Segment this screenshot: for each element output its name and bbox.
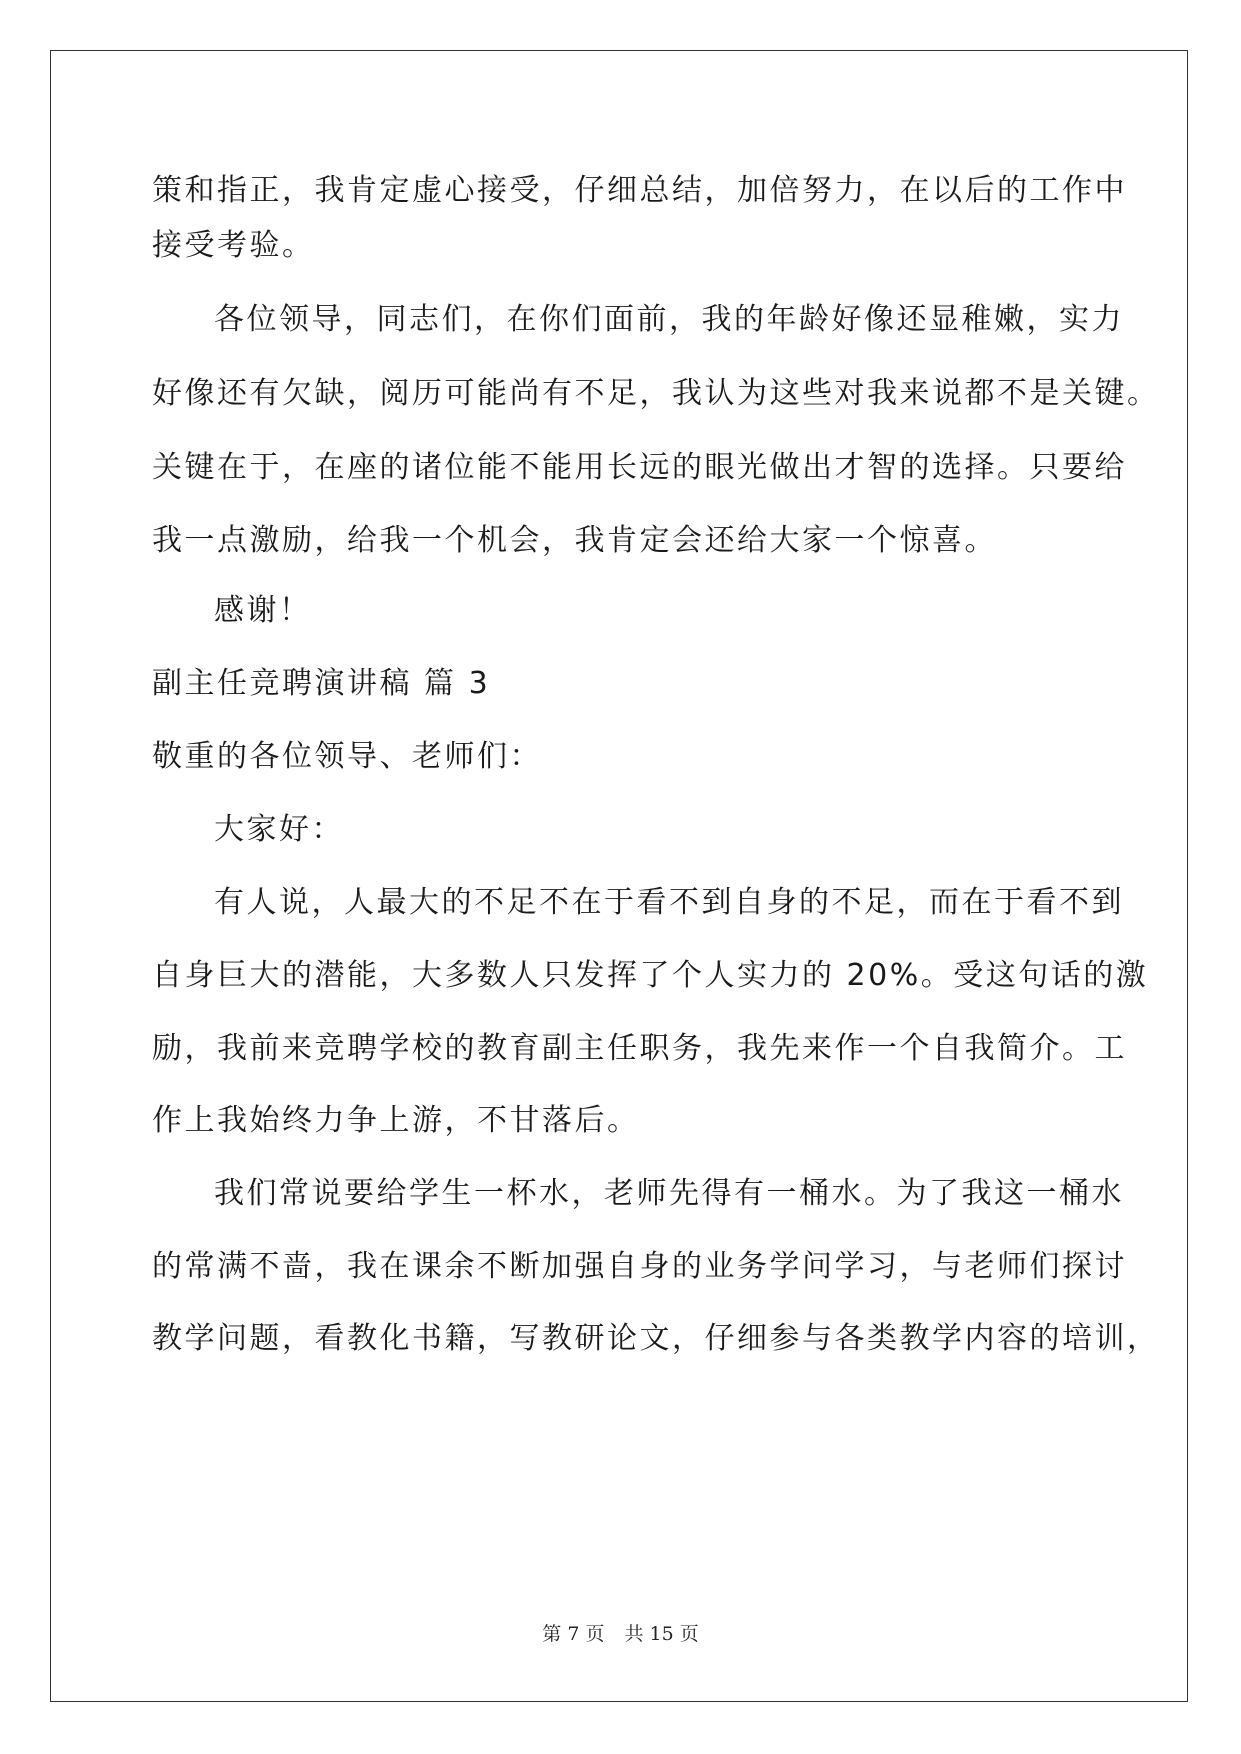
body-text-line: 好像还有欠缺，阅历可能尚有不足，我认为这些对我来说都不是关键。 (152, 376, 1160, 411)
greeting-line: 大家好： (214, 812, 344, 847)
body-text-line: 教学问题，看教化书籍，写教研论文，仔细参与各类教学内容的培训， (152, 1321, 1160, 1356)
body-text-line: 关键在于，在座的诸位能不能用长远的眼光做出才智的选择。只要给 (152, 450, 1127, 485)
body-text-line: 的常满不啬，我在课余不断加强自身的业务学问学习，与老师们探讨 (152, 1249, 1127, 1284)
page-total: 共 15 页 (624, 1623, 699, 1645)
page-number: 第 7 页 (542, 1623, 605, 1645)
section-heading: 副主任竞聘演讲稿 篇 3 (152, 666, 491, 701)
body-text-line: 策和指正，我肯定虚心接受，仔细总结，加倍努力，在以后的工作中 (152, 173, 1127, 208)
closing-line: 感谢！ (214, 593, 312, 628)
body-text-line: 励，我前来竞聘学校的教育副主任职务，我先来作一个自我简介。工 (152, 1031, 1127, 1066)
paragraph-start-line: 各位领导，同志们，在你们面前，我的年龄好像还显稚嫩，实力 (214, 302, 1124, 337)
body-text-line: 我一点激励，给我一个机会，我肯定会还给大家一个惊喜。 (152, 523, 997, 558)
page-border (50, 50, 1188, 1702)
paragraph-start-line: 有人说，人最大的不足不在于看不到自身的不足，而在于看不到 (214, 885, 1124, 920)
paragraph-start-line: 我们常说要给学生一杯水，老师先得有一桶水。为了我这一桶水 (214, 1176, 1124, 1211)
body-text-line: 作上我始终力争上游，不甘落后。 (152, 1103, 640, 1138)
body-text-line: 接受考验。 (152, 228, 315, 263)
body-text-line: 自身巨大的潜能，大多数人只发挥了个人实力的 20%。受这句话的激 (152, 958, 1149, 993)
page-footer (0, 1622, 1241, 1646)
salutation-line: 敬重的各位领导、老师们： (152, 739, 542, 774)
